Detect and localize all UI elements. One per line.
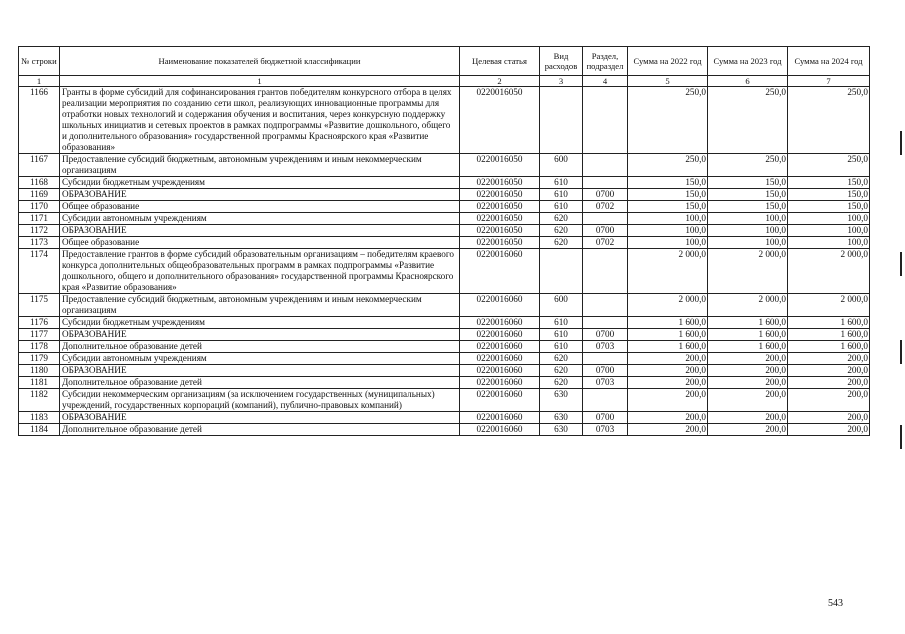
row-target: 0220016050: [460, 213, 540, 225]
row-expense-type: 620: [540, 353, 583, 365]
row-name: Субсидии автономным учреждениям: [60, 213, 460, 225]
row-sum-2024: 200,0: [788, 377, 870, 389]
col-number: 2: [460, 76, 540, 87]
row-number: 1173: [19, 237, 60, 249]
row-sum-2024: 150,0: [788, 201, 870, 213]
table-row: [19, 213, 870, 225]
col-number: 1: [60, 76, 460, 87]
header-row-no: № строки: [19, 47, 60, 76]
row-sum-2023: 150,0: [708, 189, 788, 201]
row-sum-2024: 250,0: [788, 154, 870, 177]
row-expense-type: 610: [540, 189, 583, 201]
row-sum-2023: 100,0: [708, 225, 788, 237]
row-expense-type: 620: [540, 225, 583, 237]
row-target: 0220016060: [460, 317, 540, 329]
row-sum-2022: 250,0: [628, 154, 708, 177]
row-section: [583, 294, 628, 317]
row-sum-2024: 200,0: [788, 389, 870, 412]
row-sum-2024: 100,0: [788, 225, 870, 237]
row-number: 1181: [19, 377, 60, 389]
row-sum-2022: 150,0: [628, 177, 708, 189]
col-number: 4: [583, 76, 628, 87]
table-row: [19, 237, 870, 249]
row-sum-2023: 200,0: [708, 353, 788, 365]
col-number: 5: [628, 76, 708, 87]
row-target: 0220016050: [460, 177, 540, 189]
row-sum-2024: 1 600,0: [788, 329, 870, 341]
row-expense-type: 610: [540, 329, 583, 341]
row-sum-2022: 200,0: [628, 424, 708, 436]
row-sum-2022: 1 600,0: [628, 317, 708, 329]
row-expense-type: 620: [540, 365, 583, 377]
table-row: [19, 294, 870, 317]
row-sum-2023: 200,0: [708, 389, 788, 412]
row-expense-type: 610: [540, 177, 583, 189]
row-number: 1176: [19, 317, 60, 329]
row-expense-type: 630: [540, 412, 583, 424]
row-sum-2024: 100,0: [788, 237, 870, 249]
row-sum-2023: 100,0: [708, 237, 788, 249]
row-sum-2023: 100,0: [708, 213, 788, 225]
row-name: Предоставление грантов в форме субсидий образовательным организациям – победителям краевого конкурса дополнительных общеобразовательных программ в рамках подпрограммы «Развитие дошкольного, общего и дополнительного образования» государственной программы Красноярского края «Развитие образования»: [60, 249, 460, 294]
row-name: Субсидии некоммерческим организациям (за исключением государственных (муниципальных) учреждений, государственных корпораций (компаний), публично-правовых компаний): [60, 389, 460, 412]
row-name: ОБРАЗОВАНИЕ: [60, 225, 460, 237]
table-row: [19, 424, 870, 436]
row-sum-2022: 200,0: [628, 412, 708, 424]
col-number: 3: [540, 76, 583, 87]
row-sum-2022: 100,0: [628, 237, 708, 249]
row-expense-type: 620: [540, 213, 583, 225]
row-name: Предоставление субсидий бюджетным, автономным учреждениям и иным некоммерческим организациям: [60, 154, 460, 177]
table-row: [19, 177, 870, 189]
row-name: ОБРАЗОВАНИЕ: [60, 189, 460, 201]
row-sum-2023: 1 600,0: [708, 317, 788, 329]
header-sum-2022: Сумма на 2022 год: [628, 47, 708, 76]
row-expense-type: 630: [540, 424, 583, 436]
row-number: 1182: [19, 389, 60, 412]
table-row: [19, 87, 870, 154]
row-section: [583, 389, 628, 412]
row-sum-2024: 150,0: [788, 177, 870, 189]
row-target: 0220016060: [460, 412, 540, 424]
row-sum-2022: 200,0: [628, 377, 708, 389]
row-sum-2023: 250,0: [708, 87, 788, 154]
row-expense-type: 610: [540, 341, 583, 353]
col-number: 7: [788, 76, 870, 87]
scan-edge-mark: [900, 340, 902, 364]
row-expense-type: 620: [540, 377, 583, 389]
row-target: 0220016050: [460, 189, 540, 201]
header-section: Раздел, подраздел: [583, 47, 628, 76]
row-sum-2024: 150,0: [788, 189, 870, 201]
row-number: 1169: [19, 189, 60, 201]
row-sum-2022: 150,0: [628, 201, 708, 213]
table-row: [19, 377, 870, 389]
row-number: 1184: [19, 424, 60, 436]
table-row: [19, 365, 870, 377]
table-row: [19, 317, 870, 329]
row-target: 0220016050: [460, 87, 540, 154]
table-row: [19, 353, 870, 365]
header-name: Наименование показателей бюджетной классификации: [60, 47, 460, 76]
row-target: 0220016060: [460, 389, 540, 412]
row-section: 0702: [583, 237, 628, 249]
row-name: ОБРАЗОВАНИЕ: [60, 412, 460, 424]
table-row: [19, 389, 870, 412]
row-sum-2023: 200,0: [708, 365, 788, 377]
row-sum-2022: 1 600,0: [628, 329, 708, 341]
row-section: [583, 249, 628, 294]
row-sum-2023: 150,0: [708, 201, 788, 213]
row-expense-type: 600: [540, 154, 583, 177]
table-row: [19, 201, 870, 213]
row-number: 1179: [19, 353, 60, 365]
row-target: 0220016050: [460, 201, 540, 213]
row-target: 0220016060: [460, 341, 540, 353]
row-sum-2022: 100,0: [628, 213, 708, 225]
row-sum-2023: 200,0: [708, 377, 788, 389]
row-section: [583, 87, 628, 154]
row-sum-2022: 250,0: [628, 87, 708, 154]
header-sum-2024: Сумма на 2024 год: [788, 47, 870, 76]
row-sum-2024: 200,0: [788, 412, 870, 424]
header-sum-2023: Сумма на 2023 год: [708, 47, 788, 76]
row-number: 1174: [19, 249, 60, 294]
row-section: 0700: [583, 329, 628, 341]
row-sum-2024: 200,0: [788, 365, 870, 377]
row-section: 0703: [583, 377, 628, 389]
row-sum-2023: 200,0: [708, 412, 788, 424]
row-sum-2024: 200,0: [788, 353, 870, 365]
row-expense-type: 610: [540, 201, 583, 213]
row-target: 0220016060: [460, 294, 540, 317]
row-sum-2024: 2 000,0: [788, 249, 870, 294]
row-section: [583, 213, 628, 225]
row-name: Предоставление субсидий бюджетным, автономным учреждениям и иным некоммерческим организациям: [60, 294, 460, 317]
row-expense-type: 630: [540, 389, 583, 412]
header-expense-type: Вид расходов: [540, 47, 583, 76]
budget-table: [18, 46, 870, 436]
row-target: 0220016050: [460, 225, 540, 237]
row-section: [583, 317, 628, 329]
col-number: 6: [708, 76, 788, 87]
row-sum-2024: 1 600,0: [788, 317, 870, 329]
row-number: 1172: [19, 225, 60, 237]
col-number: 1: [19, 76, 60, 87]
row-sum-2022: 200,0: [628, 389, 708, 412]
scan-edge-mark: [900, 425, 902, 449]
row-number: 1183: [19, 412, 60, 424]
row-target: 0220016060: [460, 329, 540, 341]
row-sum-2023: 2 000,0: [708, 294, 788, 317]
header-row: [19, 47, 870, 76]
page-number: 543: [828, 598, 843, 609]
row-sum-2024: 1 600,0: [788, 341, 870, 353]
row-name: Общее образование: [60, 201, 460, 213]
row-sum-2022: 200,0: [628, 365, 708, 377]
row-sum-2022: 150,0: [628, 189, 708, 201]
row-section: [583, 353, 628, 365]
row-sum-2023: 250,0: [708, 154, 788, 177]
row-target: 0220016060: [460, 424, 540, 436]
table-row: [19, 225, 870, 237]
row-sum-2023: 1 600,0: [708, 329, 788, 341]
row-sum-2024: 100,0: [788, 213, 870, 225]
row-section: 0700: [583, 412, 628, 424]
row-section: 0700: [583, 225, 628, 237]
row-expense-type: [540, 87, 583, 154]
row-number: 1178: [19, 341, 60, 353]
row-sum-2022: 100,0: [628, 225, 708, 237]
row-sum-2023: 150,0: [708, 177, 788, 189]
row-name: Субсидии бюджетным учреждениям: [60, 177, 460, 189]
scan-edge-mark: [900, 131, 902, 155]
row-target: 0220016060: [460, 249, 540, 294]
table-row: [19, 329, 870, 341]
row-number: 1177: [19, 329, 60, 341]
table-body: [19, 87, 870, 436]
row-sum-2023: 1 600,0: [708, 341, 788, 353]
row-sum-2022: 1 600,0: [628, 341, 708, 353]
row-expense-type: [540, 249, 583, 294]
row-number: 1180: [19, 365, 60, 377]
row-target: 0220016060: [460, 377, 540, 389]
table-row: [19, 341, 870, 353]
row-sum-2022: 200,0: [628, 353, 708, 365]
table-row: [19, 189, 870, 201]
row-section: 0700: [583, 365, 628, 377]
row-name: Дополнительное образование детей: [60, 424, 460, 436]
row-name: Дополнительное образование детей: [60, 377, 460, 389]
row-sum-2022: 2 000,0: [628, 294, 708, 317]
row-sum-2024: 250,0: [788, 87, 870, 154]
table-row: [19, 412, 870, 424]
row-target: 0220016060: [460, 353, 540, 365]
row-target: 0220016050: [460, 154, 540, 177]
row-name: Субсидии автономным учреждениям: [60, 353, 460, 365]
row-section: 0700: [583, 189, 628, 201]
row-expense-type: 610: [540, 317, 583, 329]
table-row: [19, 249, 870, 294]
row-sum-2022: 2 000,0: [628, 249, 708, 294]
row-sum-2023: 2 000,0: [708, 249, 788, 294]
row-section: 0703: [583, 424, 628, 436]
row-sum-2024: 200,0: [788, 424, 870, 436]
row-number: 1167: [19, 154, 60, 177]
row-number: 1166: [19, 87, 60, 154]
row-number: 1170: [19, 201, 60, 213]
row-name: Дополнительное образование детей: [60, 341, 460, 353]
row-target: 0220016060: [460, 365, 540, 377]
row-expense-type: 620: [540, 237, 583, 249]
row-number: 1168: [19, 177, 60, 189]
row-section: [583, 177, 628, 189]
row-name: Общее образование: [60, 237, 460, 249]
table-row: [19, 154, 870, 177]
row-sum-2024: 2 000,0: [788, 294, 870, 317]
row-section: 0702: [583, 201, 628, 213]
row-sum-2023: 200,0: [708, 424, 788, 436]
row-name: Субсидии бюджетным учреждениям: [60, 317, 460, 329]
row-number: 1171: [19, 213, 60, 225]
row-name: Гранты в форме субсидий для софинансирования грантов победителям конкурсного отбора в целях реализации мероприятия по созданию сети школ, реализующих инновационные программы для отработки новых технологий и содержания обучения и воспитания, через конкурсную поддержку школьных инициатив и сетевых проектов в рамках подпрограммы «Развитие дошкольного, общего и дополнительного образования» государственной программы Красноярского края «Развитие образования»: [60, 87, 460, 154]
header-target: Целевая статья: [460, 47, 540, 76]
row-section: 0703: [583, 341, 628, 353]
row-expense-type: 600: [540, 294, 583, 317]
row-name: ОБРАЗОВАНИЕ: [60, 365, 460, 377]
column-number-row: [19, 76, 870, 87]
row-name: ОБРАЗОВАНИЕ: [60, 329, 460, 341]
scan-edge-mark: [900, 252, 902, 276]
row-section: [583, 154, 628, 177]
row-number: 1175: [19, 294, 60, 317]
row-target: 0220016050: [460, 237, 540, 249]
